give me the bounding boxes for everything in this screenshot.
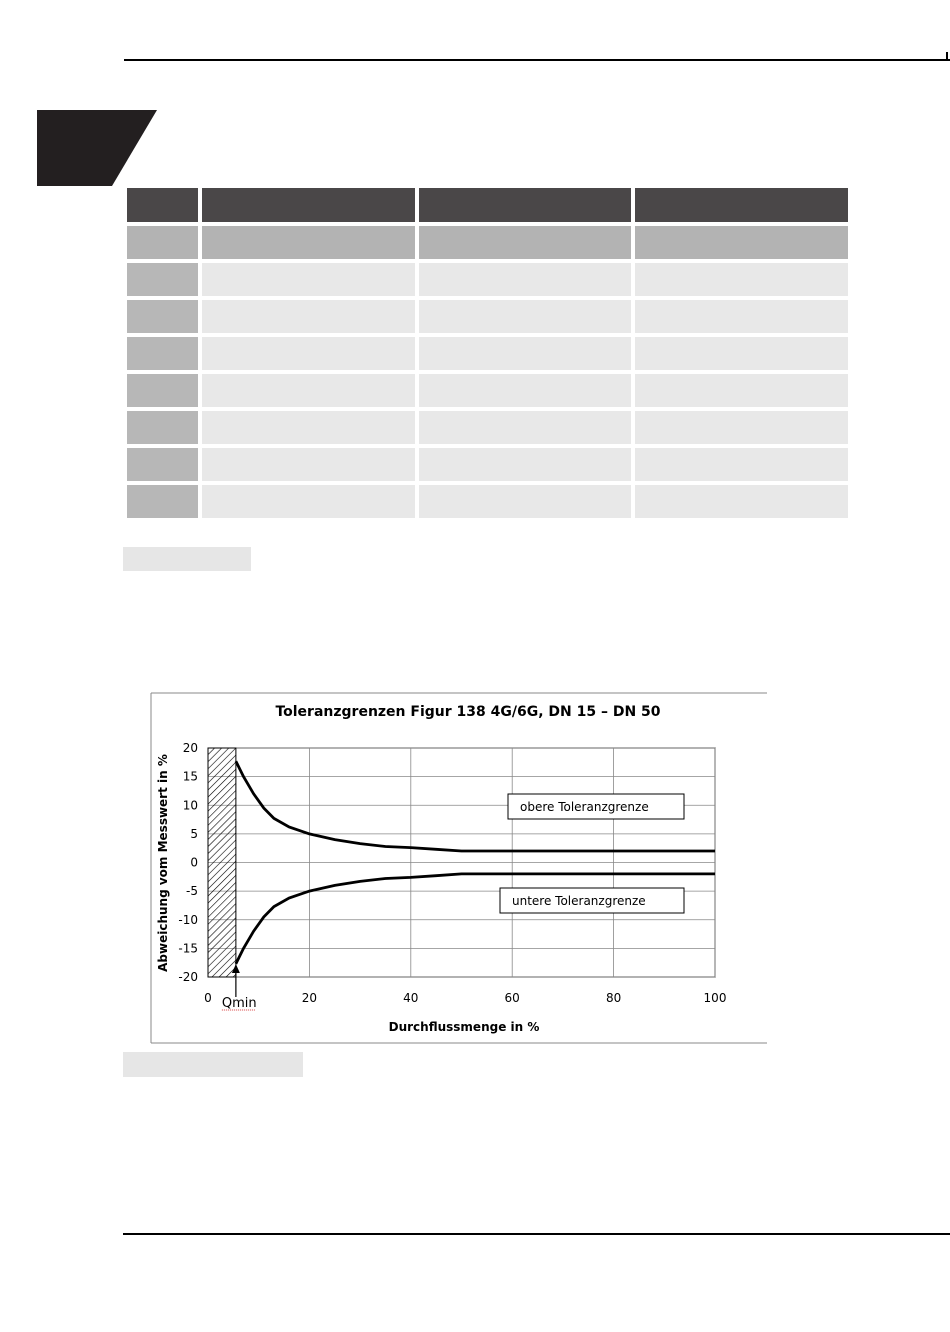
chapter-tab (37, 110, 157, 186)
legend-upper (508, 794, 684, 819)
x-tick-label: 0 (204, 991, 212, 1005)
x-tick-label: 80 (605, 991, 622, 1005)
qmin-hatched-zone (208, 748, 236, 977)
header-rule (124, 59, 950, 61)
table-row (127, 448, 848, 481)
table-header-row (127, 188, 848, 222)
spec-table (123, 184, 852, 522)
y-tick-label: 15 (182, 769, 198, 784)
tolerance-chart (150, 692, 767, 1044)
series-line-lower (236, 874, 715, 964)
y-tick-label: -20 (178, 970, 198, 984)
table-row (127, 485, 848, 518)
table-row (127, 411, 848, 444)
table-row (127, 337, 848, 370)
y-tick-label: 0 (190, 855, 198, 870)
figure-caption-placeholder (123, 1052, 303, 1077)
legend-lower-label: untere Toleranzgrenze (512, 894, 646, 908)
qmin-label: Qmin (221, 996, 257, 1011)
chart-grid (208, 748, 715, 977)
x-axis-label: Durchflussmenge in % (388, 1020, 540, 1034)
y-tick-label: 5 (190, 826, 198, 841)
header-rule-tick (946, 52, 948, 61)
legend-lower (500, 888, 684, 913)
y-tick-label: -15 (178, 941, 198, 956)
table-row (127, 300, 848, 333)
x-tick-label: 60 (504, 991, 520, 1005)
table-subheader-row (127, 226, 848, 259)
x-axis-ticks (204, 991, 726, 1005)
footer-rule (123, 1233, 950, 1235)
legend-upper-label: obere Toleranzgrenze (520, 800, 649, 814)
y-tick-label: 20 (182, 741, 198, 755)
y-axis-label: Abweichung vom Messwert in % (156, 754, 170, 972)
table-row (127, 263, 848, 296)
y-tick-label: 10 (182, 798, 198, 813)
y-axis-ticks (178, 741, 198, 984)
x-tick-label: 20 (301, 991, 318, 1005)
y-tick-label: -5 (186, 884, 198, 899)
x-tick-label: 40 (403, 991, 419, 1005)
table-caption-placeholder (123, 547, 251, 571)
table-row (127, 374, 848, 407)
x-tick-label: 100 (703, 991, 727, 1005)
chart-title: Toleranzgrenzen Figur 138 4G/6G, DN 15 – DN 50 (275, 704, 661, 720)
y-tick-label: -10 (178, 912, 198, 927)
